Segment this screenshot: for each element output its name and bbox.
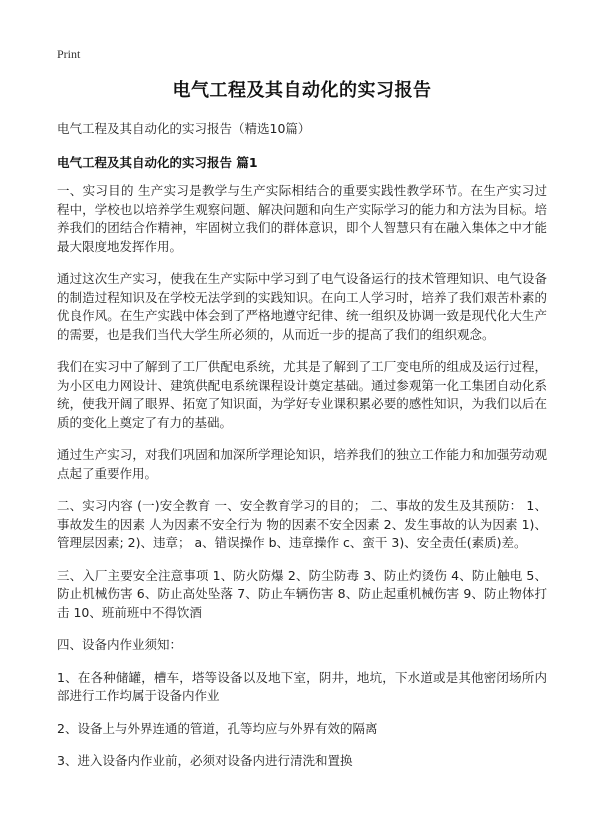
paragraph-list	[57, 182, 547, 771]
paragraph-learning: 通过这次生产实习，使我在生产实际中学习到了电气设备运行的技术管理知识、电气设备的制造过程知识及在学校无法学到的实践知识。在向工人学习时，培养了我们艰苦朴素的优良作风。在生产实践中体会到了严格地遵守纪律、统一组织及协调一致是现代化大生产的需要，也是我们当代大学生所必须的，从而近一步的提高了我们的组织观念。	[57, 271, 547, 342]
paragraph-equipment-1: 1、在各种储罐，槽车，塔等设备以及地下室，阴井，地坑，下水道或是其他密闭场所内部进行工作均属于设备内作业	[57, 669, 547, 703]
paragraph-equipment-2: 2、设备上与外界连通的管道，孔等均应与外界有效的隔离	[57, 720, 378, 736]
paragraph-safety-items: 三、入厂主要安全注意事项 1、防火防爆 2、防尘防毒 3、防止灼烫伤 4、防止触电 5、防止机械伤害 6、防止高处坠落 7、防止车辆伤害 8、防止起重机械伤害 9、防止物体打击 10、班前班中不得饮酒	[57, 567, 547, 620]
paragraph-equipment-3: 3、进入设备内作业前，必须对设备内进行清洗和置换	[57, 753, 353, 768]
document-title: 电气工程及其自动化的实习报告	[172, 80, 432, 101]
document-page	[57, 76, 547, 771]
section-heading: 电气工程及其自动化的实习报告 篇1	[57, 155, 258, 170]
print-label: Print	[57, 47, 81, 61]
paragraph-purpose: 一、实习目的 生产实习是教学与生产实际相结合的重要实践性教学环节。在生产实习过程中，学校也以培养学生观察问题、解决问题和向生产实际学习的能力和方法为目标。培养我们的团结合作精神，牢固树立我们的群体意识，即个人智慧只有在融入集体之中才能最大限度地发挥作用。	[57, 183, 547, 254]
paragraph-summary: 通过生产实习，对我们巩固和加深所学理论知识，培养我们的独立工作能力和加强劳动观点起了重要作用。	[57, 447, 547, 481]
paragraph-power-system: 我们在实习中了解到了工厂供配电系统，尤其是了解到了工厂变电所的组成及运行过程，为小区电力网设计、建筑供配电系统课程设计奠定基础。通过参观第一化工集团自动化系统，使我开阔了眼界、拓宽了知识面，为学好专业课积累必要的感性知识，为我们以后在质的变化上奠定了有力的基础。	[57, 359, 547, 430]
paragraph-content: 二、实习内容 (一)安全教育 一、安全教育学习的目的； 二、事故的发生及其预防： 1、事故发生的因素 人为因素不安全行为 物的因素不安全因素 2、发生事故的认为因素 1)、管理层因素; 2)、违章； a、错误操作 b、违章操作 c、蛮干 3)、安全责任(素质)差。	[57, 498, 547, 550]
document-subtitle: 电气工程及其自动化的实习报告（精选10篇）	[57, 121, 311, 136]
paragraph-equipment-heading: 四、设备内作业须知：	[57, 637, 183, 652]
